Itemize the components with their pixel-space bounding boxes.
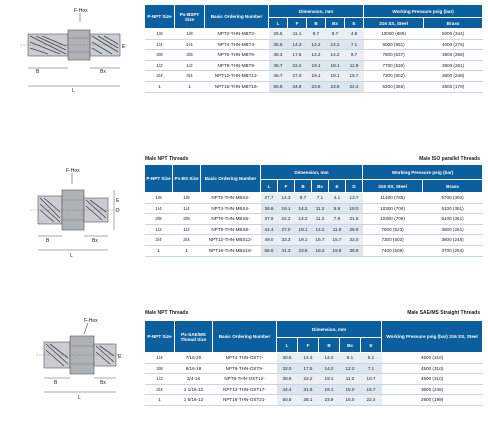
svg-text:Bx: Bx	[100, 69, 106, 75]
table-cell: 23.9	[319, 395, 340, 406]
table-cell: 23.9	[326, 81, 345, 92]
table-cell: 1	[145, 245, 173, 256]
table-row	[145, 245, 483, 256]
header-pressure-brass: Brass	[424, 18, 483, 29]
table-cell: 15.7	[361, 384, 382, 395]
table-cell: 14.3	[278, 193, 295, 204]
table-cell: 14.2	[307, 39, 326, 50]
table-cell: 13.7	[346, 193, 363, 204]
section-2-title-left: Male NPT Threads	[145, 156, 189, 162]
table-cell: 1/2	[145, 374, 175, 385]
header-dim-l: L	[277, 338, 298, 353]
table-cell: 1	[145, 395, 175, 406]
table-cell: 3700 (254)	[423, 245, 483, 256]
table-cell: 19.1	[295, 224, 312, 235]
table-cell: 33.3	[278, 235, 295, 246]
table-cell: 3600 (248)	[382, 384, 483, 395]
table-cell: 19.1	[319, 384, 340, 395]
table-cell: 14.3	[298, 353, 319, 364]
table-cell: 11.9	[345, 60, 364, 71]
table-cell: 1/4	[145, 353, 175, 364]
table-cell: NPT4-THN-MBT4-	[205, 39, 269, 50]
header-px-size: Px-BSPT Size	[175, 5, 205, 29]
table-cell: 46.7	[269, 71, 288, 82]
table-cell: 5100 (351)	[423, 214, 483, 225]
header-ordering-number: Basic Ordering Number	[205, 5, 269, 29]
svg-text:D: D	[116, 208, 120, 214]
table-cell: 3800 (261)	[423, 224, 483, 235]
table-cell: 44.4	[261, 224, 278, 235]
table-cell: 3/8	[145, 363, 175, 374]
table-cell: 1/4	[145, 39, 175, 50]
spec-table-1	[144, 4, 483, 93]
table-row	[145, 224, 483, 235]
table-cell: 5000 (344)	[424, 29, 483, 40]
header-pnpt-size: P-NPT Size	[145, 321, 175, 353]
header-dimension-group: Dimension, mm	[277, 321, 382, 338]
header-dim-bx: Bx	[340, 338, 361, 353]
table-cell: 1/2	[175, 60, 205, 71]
table-cell: 1 1/16-12	[175, 384, 213, 395]
table-row	[145, 235, 483, 246]
table-cell: 34.9	[288, 81, 307, 92]
table-cell: 50.8	[277, 395, 298, 406]
table-row	[145, 39, 483, 50]
table-cell: 5.8	[329, 203, 346, 214]
table-cell: 1/2	[173, 224, 201, 235]
table-cell: 1 5/16-12	[175, 395, 213, 406]
table-cell: 14.2	[295, 214, 312, 225]
svg-text:Bx: Bx	[92, 238, 98, 244]
header-px-size: Px-BS Size	[173, 165, 201, 193]
table-cell: 21.6	[346, 214, 363, 225]
table-cell: NPT12-THN-OST17-	[213, 384, 277, 395]
table-cell: 7300 (502)	[363, 235, 423, 246]
table-cell: 3/8	[145, 50, 175, 61]
table-cell: 14.2	[295, 203, 312, 214]
table-row	[145, 203, 483, 214]
table-cell: 17.5	[288, 50, 307, 61]
table-cell: NPT2-THN-MBS2-	[201, 193, 261, 204]
table-cell: 22.4	[345, 81, 364, 92]
table-cell: 23.9	[307, 81, 326, 92]
table-cell: 4500 (310)	[382, 353, 483, 364]
table-cell: 7.1	[361, 363, 382, 374]
table-cell: 7.1	[345, 39, 364, 50]
table-cell: 23.9	[295, 245, 312, 256]
table-cell: 19.1	[326, 71, 345, 82]
svg-text:L: L	[72, 88, 75, 94]
table-cell: 14.3	[288, 39, 307, 50]
table-cell: 19.1	[307, 71, 326, 82]
table-row	[145, 384, 483, 395]
table-row	[145, 214, 483, 225]
table-cell: 3600 (248)	[424, 71, 483, 82]
table-cell: 1/4	[173, 203, 201, 214]
table-cell: 7.9	[329, 214, 346, 225]
header-dimension-group: Dimension, mm	[261, 165, 363, 180]
table-cell: 11.2	[340, 374, 361, 385]
svg-text:E: E	[116, 198, 120, 204]
table-cell: NPT6-THN-MBS6-	[201, 214, 261, 225]
table-cell: 9/16-18	[175, 363, 213, 374]
header-dim-bx: Bx	[326, 18, 345, 29]
table-cell: 3/4	[145, 71, 175, 82]
table-cell: 3600 (248)	[423, 235, 483, 246]
table-cell: 3/4	[173, 235, 201, 246]
table-cell: 1	[145, 81, 175, 92]
table-cell: 32.0	[346, 235, 363, 246]
table-cell: NPT2-THN-MBT2-	[205, 29, 269, 40]
table-cell: 25.6	[269, 29, 288, 40]
table-cell: 5100 (351)	[423, 203, 483, 214]
table-cell: 1/8	[175, 29, 205, 40]
header-dim-l: L	[261, 180, 278, 193]
table-cell: 7300 (502)	[364, 71, 424, 82]
table-cell: 37.6	[261, 214, 278, 225]
table-cell: NPT4-THN-OST7-	[213, 353, 277, 364]
table-row	[145, 60, 483, 71]
svg-text:F-Hex: F-Hex	[84, 318, 98, 324]
table-row	[145, 395, 483, 406]
table-cell: 3900 (268)	[424, 50, 483, 61]
section-npt-iso	[0, 150, 488, 275]
table-cell: 1/4	[175, 39, 205, 50]
table-cell: 5.1	[361, 353, 382, 364]
table-cell: 30.5	[277, 353, 298, 364]
table-cell: 38.9	[277, 374, 298, 385]
table-cell: 27.0	[288, 71, 307, 82]
table-cell: NPT16-THN-OST21-	[213, 395, 277, 406]
table-cell: 19.1	[319, 374, 340, 385]
table-cell: 25.9	[346, 224, 363, 235]
table-cell: NPT8-THN-MBS8-	[201, 224, 261, 235]
table-cell: 9.7	[326, 29, 345, 40]
svg-text:B: B	[36, 69, 40, 75]
table-cell: 7.1	[312, 193, 329, 204]
header-pressure-steel: 316 SS, Steel	[364, 18, 424, 29]
table-cell: NPT8-THN-MBT8-	[205, 60, 269, 71]
header-px-size: Px-SAE/MS Thread Size	[175, 321, 213, 353]
spec-table-3	[144, 320, 483, 406]
table-cell: 10300 (709)	[363, 214, 423, 225]
table-cell: 38.1	[298, 395, 319, 406]
table-cell: 1/4	[145, 203, 173, 214]
fitting-diagram-1	[10, 4, 132, 100]
table-row	[145, 81, 483, 92]
header-pressure-group: Working Pressure psig (bar)	[364, 5, 483, 18]
svg-text:F-Hex: F-Hex	[74, 8, 88, 14]
table-cell: 12.2	[340, 363, 361, 374]
header-dim-l: L	[269, 18, 288, 29]
table-cell: 11.1	[288, 29, 307, 40]
table-cell: 3/4	[145, 235, 173, 246]
section-npt-sae	[0, 308, 488, 420]
table-cell: 19.1	[307, 60, 326, 71]
svg-text:E: E	[118, 354, 122, 360]
table-cell: 38.9	[346, 245, 363, 256]
table-cell: 10300 (709)	[363, 203, 423, 214]
table-cell: 27.0	[278, 224, 295, 235]
header-dim-b: B	[319, 338, 340, 353]
table-cell: NPT8-THN-OST12-	[213, 374, 277, 385]
table-cell: 14.2	[326, 39, 345, 50]
table-cell: 7700 (530)	[364, 60, 424, 71]
svg-text:L: L	[78, 395, 81, 401]
section-3-title-right: Male SAE/MS Straight Threads	[407, 310, 480, 316]
table-cell: 15.0	[340, 395, 361, 406]
header-dim-bx: Bx	[312, 180, 329, 193]
section-npt-bspt	[0, 0, 488, 112]
table-cell: 4500 (310)	[382, 363, 483, 374]
table-row	[145, 193, 483, 204]
table-cell: 3/4-16	[175, 374, 213, 385]
table-cell: NPT6-THN-OST9-	[213, 363, 277, 374]
table-cell: 1/2	[145, 224, 173, 235]
header-dimension-group: Dimension, mm	[269, 5, 364, 18]
table-cell: 46.7	[269, 60, 288, 71]
spec-table-1-body	[145, 29, 483, 93]
header-ordering-number: Basic Ordering Number	[213, 321, 277, 353]
table-cell: 49.0	[261, 235, 278, 246]
svg-text:B: B	[54, 380, 58, 386]
svg-text:L: L	[70, 253, 73, 259]
table-cell: 11.2	[312, 214, 329, 225]
table-cell: 14.2	[326, 50, 345, 61]
header-pnpt-size: P-NPT Size	[145, 165, 173, 193]
table-cell: 1/8	[173, 193, 201, 204]
table-cell: 3/4	[175, 71, 205, 82]
table-cell: 9.7	[307, 29, 326, 40]
table-cell: 56.6	[261, 245, 278, 256]
table-cell: 19.1	[295, 235, 312, 246]
section-2-title-right: Male ISO parallel Threads	[419, 156, 480, 162]
header-dim-f: F	[278, 180, 295, 193]
table-cell: 19.8	[329, 245, 346, 256]
table-cell: 44.4	[277, 384, 298, 395]
table-row	[145, 29, 483, 40]
table-cell: 10.7	[361, 374, 382, 385]
header-dim-d: D	[346, 180, 363, 193]
table-cell: NPT16-THN-MBT16-	[205, 81, 269, 92]
table-cell: 15.0	[340, 384, 361, 395]
table-cell: 3/4	[145, 384, 175, 395]
table-row	[145, 374, 483, 385]
table-cell: 2900 (199)	[382, 395, 483, 406]
table-cell: NPT6-THN-MBT6-	[205, 50, 269, 61]
table-cell: 11.2	[312, 203, 329, 214]
header-dim-e: E	[329, 180, 346, 193]
fitting-diagram-2	[10, 162, 132, 262]
section-3-title-left: Male NPT Threads	[145, 310, 189, 316]
table-cell: 10000 (689)	[364, 29, 424, 40]
table-row	[145, 353, 483, 364]
table-cell: 17.5	[298, 363, 319, 374]
table-cell: 4000 (275)	[424, 39, 483, 50]
table-cell: 15.7	[312, 235, 329, 246]
table-cell: 1/8	[145, 29, 175, 40]
svg-text:Bx: Bx	[100, 380, 106, 386]
table-cell: 36.8	[261, 203, 278, 214]
table-cell: 22.2	[288, 60, 307, 71]
table-cell: 7400 (509)	[363, 245, 423, 256]
table-row	[145, 71, 483, 82]
table-cell: 7600 (523)	[363, 224, 423, 235]
table-row	[145, 363, 483, 374]
spec-table-3-body	[145, 353, 483, 406]
table-cell: 1/2	[145, 60, 175, 71]
table-cell: 1	[175, 81, 205, 92]
table-cell: 1	[173, 245, 201, 256]
table-cell: NPT12-THN-MBT12-	[205, 71, 269, 82]
table-cell: 19.1	[278, 203, 295, 214]
table-cell: 15.7	[345, 71, 364, 82]
table-cell: 11.9	[329, 224, 346, 235]
header-dim-e: E	[361, 338, 382, 353]
table-cell: 14.2	[319, 353, 340, 364]
table-cell: 22.4	[361, 395, 382, 406]
table-cell: 9.7	[295, 193, 312, 204]
header-dim-e: E	[345, 18, 364, 29]
table-cell: 31.8	[298, 384, 319, 395]
table-cell: 14.2	[307, 50, 326, 61]
table-cell: 14.2	[319, 363, 340, 374]
table-cell: 4.1	[329, 193, 346, 204]
table-cell: 2600 (179)	[424, 81, 483, 92]
svg-text:E: E	[122, 44, 126, 50]
table-cell: 27.7	[261, 193, 278, 204]
table-cell: 1/8	[145, 193, 173, 204]
header-pressure-group: Working Pressure psig (bar)	[363, 165, 483, 180]
table-cell: 11400 (785)	[363, 193, 423, 204]
header-dim-f: F	[298, 338, 319, 353]
header-pressure-group: Working Pressure psig (bar) 316 SS, Steel	[382, 321, 483, 353]
header-dim-f: F	[288, 18, 307, 29]
svg-text:F-Hex: F-Hex	[66, 168, 80, 174]
table-cell: 41.3	[278, 245, 295, 256]
table-cell: 7/16-20	[175, 353, 213, 364]
table-cell: 8000 (551)	[364, 39, 424, 50]
table-cell: 22.2	[298, 374, 319, 385]
header-pressure-steel: 316 SS, Steel	[363, 180, 423, 193]
table-cell: 3/8	[173, 214, 201, 225]
table-cell: 18.3	[312, 245, 329, 256]
table-cell: 3/8	[145, 214, 173, 225]
table-cell: 5700 (392)	[423, 193, 483, 204]
table-cell: 5300 (365)	[364, 81, 424, 92]
header-dim-b: B	[307, 18, 326, 29]
table-cell: 3/8	[175, 50, 205, 61]
fitting-diagram-3	[10, 312, 132, 404]
table-cell: 22.2	[278, 214, 295, 225]
table-cell: 32.0	[277, 363, 298, 374]
header-dim-b: B	[295, 180, 312, 193]
header-pressure-brass: Brass	[423, 180, 483, 193]
table-cell: NPT4-THN-MBS4-	[201, 203, 261, 214]
table-cell: 4500 (310)	[382, 374, 483, 385]
table-cell: 35.6	[269, 39, 288, 50]
table-cell: 9.7	[345, 50, 364, 61]
table-cell: 58.9	[269, 81, 288, 92]
table-cell: 14.2	[312, 224, 329, 235]
table-cell: 7800 (537)	[364, 50, 424, 61]
table-cell: 4.8	[345, 29, 364, 40]
table-cell: 3800 (261)	[424, 60, 483, 71]
table-cell: 19.1	[326, 60, 345, 71]
table-row	[145, 50, 483, 61]
table-cell: NPT16-THN-MBS16-	[201, 245, 261, 256]
table-cell: 18.0	[346, 203, 363, 214]
table-cell: NPT12-THN-MBS12-	[201, 235, 261, 246]
table-cell: 9.1	[340, 353, 361, 364]
svg-text:B: B	[46, 238, 50, 244]
table-cell: 36.3	[269, 50, 288, 61]
spec-table-2-body	[145, 193, 483, 257]
spec-table-2	[144, 164, 483, 257]
header-pnpt-size: P-NPT Size	[145, 5, 175, 29]
header-ordering-number: Basic Ordering Number	[201, 165, 261, 193]
table-cell: 15.7	[329, 235, 346, 246]
